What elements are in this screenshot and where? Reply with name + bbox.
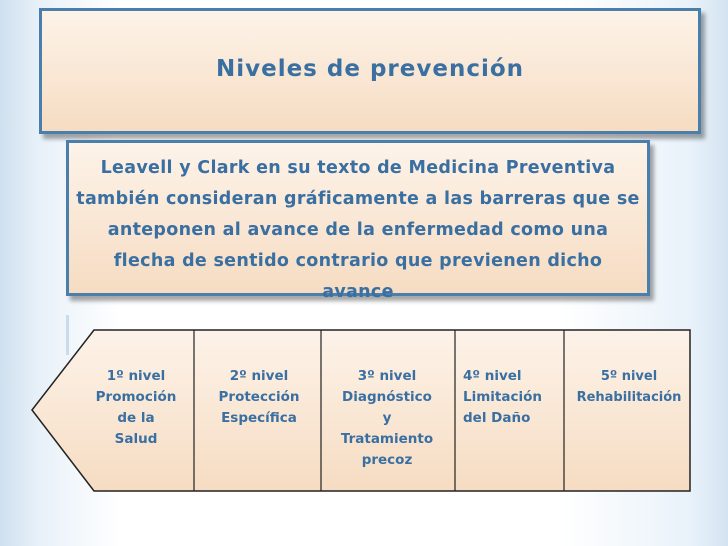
description-box [66, 140, 650, 302]
title-box [39, 8, 701, 134]
description-text: Leavell y Clark en su texto de Medicina Preventiva también consideran gráficamente a las barreras que se anteponen al avance de la enfermedad como una flecha de sentido contrario que previenen dicho avance [76, 158, 640, 302]
level-3: 3º nivel Diagnóstico y Tratamiento precoz [340, 368, 434, 468]
level-4: 4º nivel Limitación del Daño [463, 368, 543, 426]
level-2: 2º nivel Protección Específica [218, 368, 300, 426]
level-1: 1º nivel Promoción de la Salud [95, 368, 177, 447]
slide-title: Niveles de prevención [215, 56, 525, 82]
level-5: 5º nivel Rehabilitación [576, 369, 682, 405]
prevention-arrow [30, 328, 692, 493]
